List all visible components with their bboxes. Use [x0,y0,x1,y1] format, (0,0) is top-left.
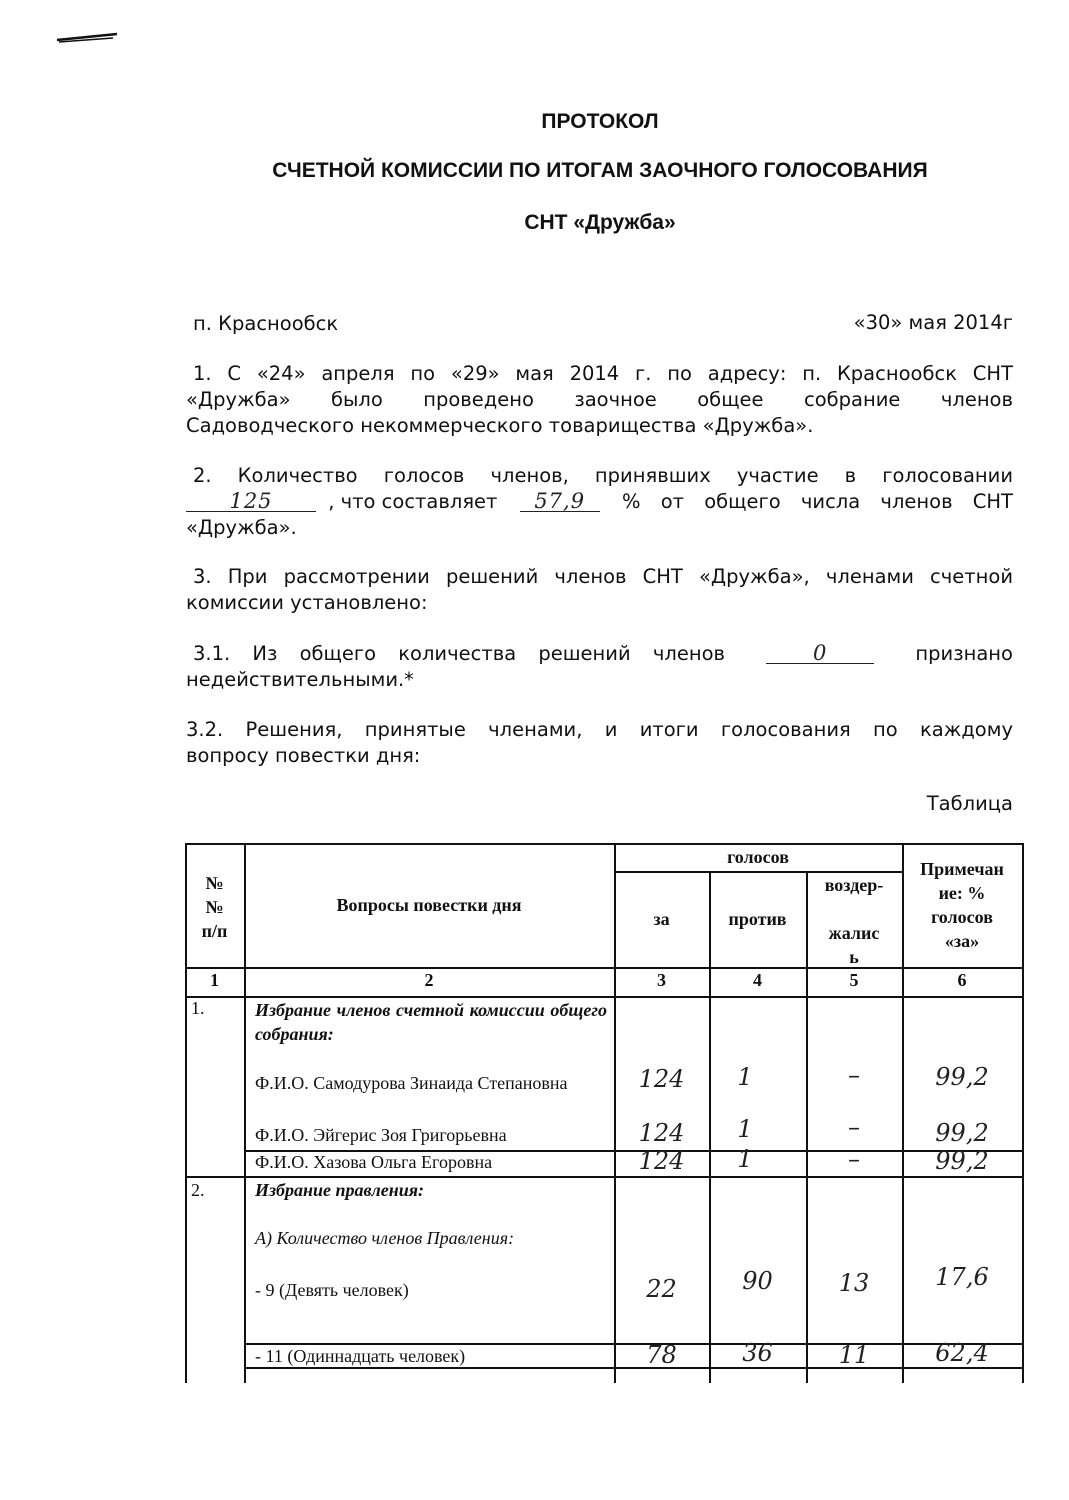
section2-row1-name: - 9 (Девять человек) [255,1280,409,1300]
p2-line2 [186,489,1013,515]
header-number: № № п/п [201,873,228,941]
section2-title: Избрание правления: [255,1180,425,1200]
section1-row2-name: Ф.И.О. Эйгерис Зоя Григорьевна [255,1125,507,1145]
document-subtitle: СЧЕТНОЙ КОМИССИИ ПО ИТОГАМ ЗАОЧНОГО ГОЛОСОВАНИЯ [272,159,928,182]
p3-line2: комиссии установлено: [186,591,428,614]
p2-line1: 2. Количество голосов членов, принявших участие в голосовании [193,464,1013,487]
index-1: 1 [210,970,219,990]
p31-head: 3.1. Из общего количества решений членов [193,642,726,665]
section2-number: 2. [191,1180,205,1200]
section1-row2-abstain: – [848,1113,860,1141]
p31-line2: недействительными.* [186,668,414,691]
header-for: за [653,909,670,929]
section1-row2-for: 124 [638,1119,685,1147]
scan-mark [55,30,119,44]
p2-tail: % от общего числа членов СНТ [621,490,1013,513]
document-title: ПРОТОКОЛ [541,110,659,133]
section2-row1-note: 17,6 [935,1263,989,1291]
organization-name: СНТ «Дружба» [524,211,676,234]
section2-row2-against: 36 [742,1339,773,1367]
p2-mid: , что составляет [328,490,498,513]
section1-row1-name: Ф.И.О. Самодурова Зинаида Степановна [255,1073,568,1093]
section2-row2-name: - 11 (Одиннадцать человек) [255,1346,466,1366]
p32-line2: вопросу повестки дня: [186,744,421,767]
section1-row3-abstain: – [848,1145,860,1173]
p2-line3: «Дружба». [186,516,297,539]
index-6: 6 [957,970,967,990]
percent-value: 57,9 [534,489,586,513]
section1-row1-for: 124 [638,1065,685,1093]
p1-line3: Садоводческого некоммерческого товарищества «Дружба». [186,414,814,437]
section2-subtitle: А) Количество членов Правления: [255,1228,515,1248]
section2-row2-note: 62,4 [935,1339,989,1367]
percent-field [520,489,600,512]
header-against: против [728,909,787,929]
section1-row1-abstain: – [848,1061,860,1089]
voting-results-table [185,843,1023,1383]
header-question: Вопросы повестки дня [336,895,522,915]
header-note: Примечан ие: % голосов «за» [920,859,1004,951]
section1-row3-for: 124 [638,1147,685,1175]
section1-title: Избрание членов счетной комиссии общего собрания: [255,1000,607,1044]
section1-row3-note: 99,2 [935,1147,989,1175]
index-4: 4 [753,970,762,990]
index-3: 3 [657,970,666,990]
section1-row2-note: 99,2 [935,1119,989,1147]
invalid-count: 0 [813,641,828,665]
section1-number: 1. [191,998,205,1018]
section1-row1-against: 1 [737,1063,753,1091]
index-5: 5 [849,970,859,990]
invalid-count-field [766,641,874,664]
place: п. Краснообск [193,312,339,335]
p31-tail: признано [915,642,1013,665]
date: «30» мая 2014г [853,311,1013,334]
section2-row2-for: 78 [646,1341,677,1369]
p1-line1: 1. С «24» апреля по «29» мая 2014 г. по адресу: п. Краснообск СНТ [193,362,1013,385]
section2-row1-for: 22 [646,1275,677,1303]
section2-row1-abstain: 13 [838,1269,870,1297]
section1-row2-against: 1 [737,1115,753,1143]
p1-line2: «Дружба» было проведено заочное общее собрание членов [186,388,1013,411]
section2-row1-against: 90 [742,1267,773,1295]
section1-row1-note: 99,2 [935,1063,989,1091]
section1-row3-name: Ф.И.О. Хазова Ольга Егоровна [255,1152,493,1172]
votes-count: 125 [229,489,273,513]
section1-row3-against: 1 [737,1145,753,1173]
p31-line1 [193,641,1013,667]
section2-row2-abstain: 11 [838,1341,870,1369]
p3-line1: 3. При рассмотрении решений членов СНТ «Дружба», членами счетной [193,565,1013,588]
table-caption: Таблица [926,792,1013,815]
header-votes: голосов [727,847,789,867]
header-abstain: воздер- жалис ь [824,875,884,967]
p32-line1: 3.2. Решения, принятые членами, и итоги голосования по каждому [186,718,1013,741]
votes-count-field [186,489,316,512]
index-2: 2 [424,970,434,990]
